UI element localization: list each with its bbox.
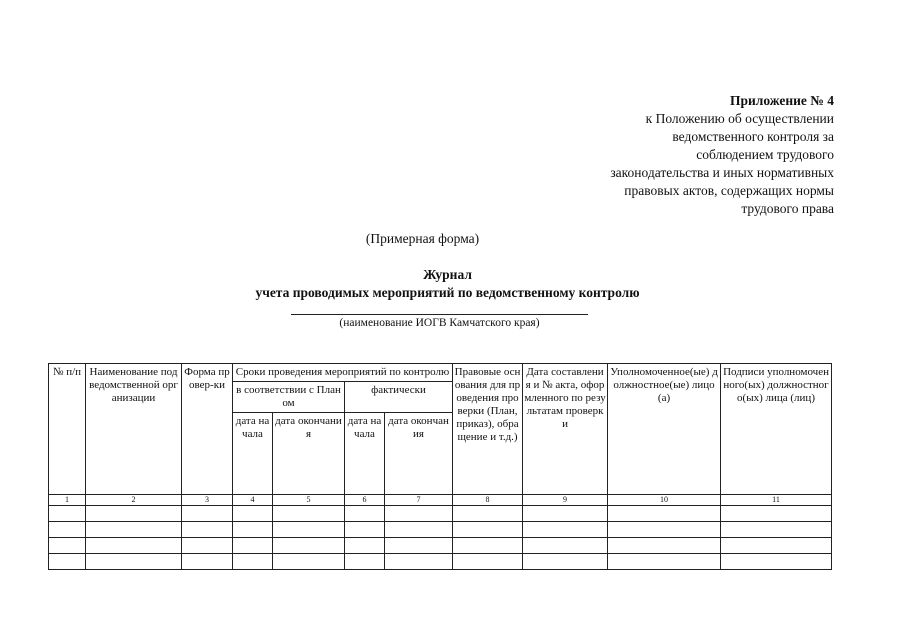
table-cell bbox=[721, 554, 832, 570]
header-row bbox=[49, 364, 832, 382]
table-cell bbox=[233, 538, 273, 554]
table-cell bbox=[453, 538, 523, 554]
table-cell bbox=[49, 506, 86, 522]
col-header-official: Уполномоченное(ые) должностное(ые) лицо(а) bbox=[608, 364, 721, 495]
column-number: 11 bbox=[721, 495, 832, 506]
table-cell bbox=[86, 554, 182, 570]
col-header-legal: Правовые основания для проведения проверки (План, приказ), обращение и т.д.) bbox=[453, 364, 523, 495]
table-row bbox=[49, 506, 832, 522]
table-cell bbox=[233, 506, 273, 522]
column-number: 7 bbox=[385, 495, 453, 506]
table-cell bbox=[608, 554, 721, 570]
table-cell bbox=[345, 554, 385, 570]
table-cell bbox=[721, 522, 832, 538]
column-number: 10 bbox=[608, 495, 721, 506]
col-header-terms: Сроки проведения мероприятий по контролю bbox=[233, 364, 453, 382]
appendix-line: законодательства и иных нормативных bbox=[610, 165, 834, 180]
table-row bbox=[49, 554, 832, 570]
table-cell bbox=[721, 506, 832, 522]
table-cell bbox=[523, 554, 608, 570]
org-name-caption: (наименование ИОГВ Камчатского края) bbox=[339, 317, 540, 329]
table-cell bbox=[86, 522, 182, 538]
journal-heading bbox=[0, 266, 905, 302]
col-header-actual: фактически bbox=[345, 382, 453, 413]
appendix-line: правовых актов, содержащих нормы bbox=[624, 183, 834, 198]
table-cell bbox=[608, 522, 721, 538]
table-cell bbox=[273, 506, 345, 522]
table-cell bbox=[233, 554, 273, 570]
column-number: 5 bbox=[273, 495, 345, 506]
table-cell bbox=[345, 538, 385, 554]
journal-table bbox=[48, 363, 832, 570]
table-cell bbox=[182, 506, 233, 522]
table-cell bbox=[49, 538, 86, 554]
table-cell bbox=[385, 522, 453, 538]
appendix-line: ведомственного контроля за bbox=[672, 129, 834, 144]
appendix-title: Приложение № 4 bbox=[730, 93, 834, 108]
table-cell bbox=[345, 522, 385, 538]
table-cell bbox=[523, 506, 608, 522]
table-cell bbox=[49, 522, 86, 538]
table-cell bbox=[385, 506, 453, 522]
column-number: 3 bbox=[182, 495, 233, 506]
table-cell bbox=[182, 538, 233, 554]
table-cell bbox=[86, 538, 182, 554]
org-name-line bbox=[291, 314, 588, 315]
column-number-row bbox=[49, 495, 832, 506]
table-cell bbox=[273, 538, 345, 554]
table-cell bbox=[345, 506, 385, 522]
table-cell bbox=[385, 554, 453, 570]
col-header-actual-start: дата начала bbox=[345, 413, 385, 495]
col-header-num: № п/п bbox=[49, 364, 86, 495]
column-number: 4 bbox=[233, 495, 273, 506]
table-cell bbox=[721, 538, 832, 554]
table-cell bbox=[182, 554, 233, 570]
appendix-line: трудового права bbox=[741, 201, 834, 216]
column-number: 6 bbox=[345, 495, 385, 506]
column-number: 2 bbox=[86, 495, 182, 506]
appendix-block bbox=[610, 92, 834, 218]
form-kind-label: (Примерная форма) bbox=[365, 231, 480, 246]
table-row bbox=[49, 538, 832, 554]
col-header-planned-end: дата окончания bbox=[273, 413, 345, 495]
col-header-act: Дата составления и № акта, оформленного по результатам проверки bbox=[523, 364, 608, 495]
journal-title: Журнал bbox=[423, 267, 472, 282]
col-header-actual-end: дата окончания bbox=[385, 413, 453, 495]
table-cell bbox=[523, 522, 608, 538]
col-header-org: Наименование подведомственной организации bbox=[86, 364, 182, 495]
table-cell bbox=[49, 554, 86, 570]
col-header-planned-start: дата начала bbox=[233, 413, 273, 495]
table-cell bbox=[273, 554, 345, 570]
col-header-signatures: Подписи уполномоченного(ых) должностного(ых) лица (лиц) bbox=[721, 364, 832, 495]
col-header-planned: в соответствии с Планом bbox=[233, 382, 345, 413]
table-row bbox=[49, 522, 832, 538]
table-cell bbox=[385, 538, 453, 554]
table-cell bbox=[453, 554, 523, 570]
appendix-line: к Положению об осуществлении bbox=[645, 111, 834, 126]
column-number: 1 bbox=[49, 495, 86, 506]
table-cell bbox=[453, 522, 523, 538]
appendix-line: соблюдением трудового bbox=[696, 147, 834, 162]
table-cell bbox=[453, 506, 523, 522]
column-number: 9 bbox=[523, 495, 608, 506]
table-cell bbox=[273, 522, 345, 538]
table-cell bbox=[182, 522, 233, 538]
table-cell bbox=[86, 506, 182, 522]
table-cell bbox=[523, 538, 608, 554]
journal-subtitle: учета проводимых мероприятий по ведомственному контролю bbox=[255, 285, 640, 300]
table-cell bbox=[608, 506, 721, 522]
table-cell bbox=[608, 538, 721, 554]
column-number: 8 bbox=[453, 495, 523, 506]
table-cell bbox=[233, 522, 273, 538]
col-header-form: Форма провер-ки bbox=[182, 364, 233, 495]
